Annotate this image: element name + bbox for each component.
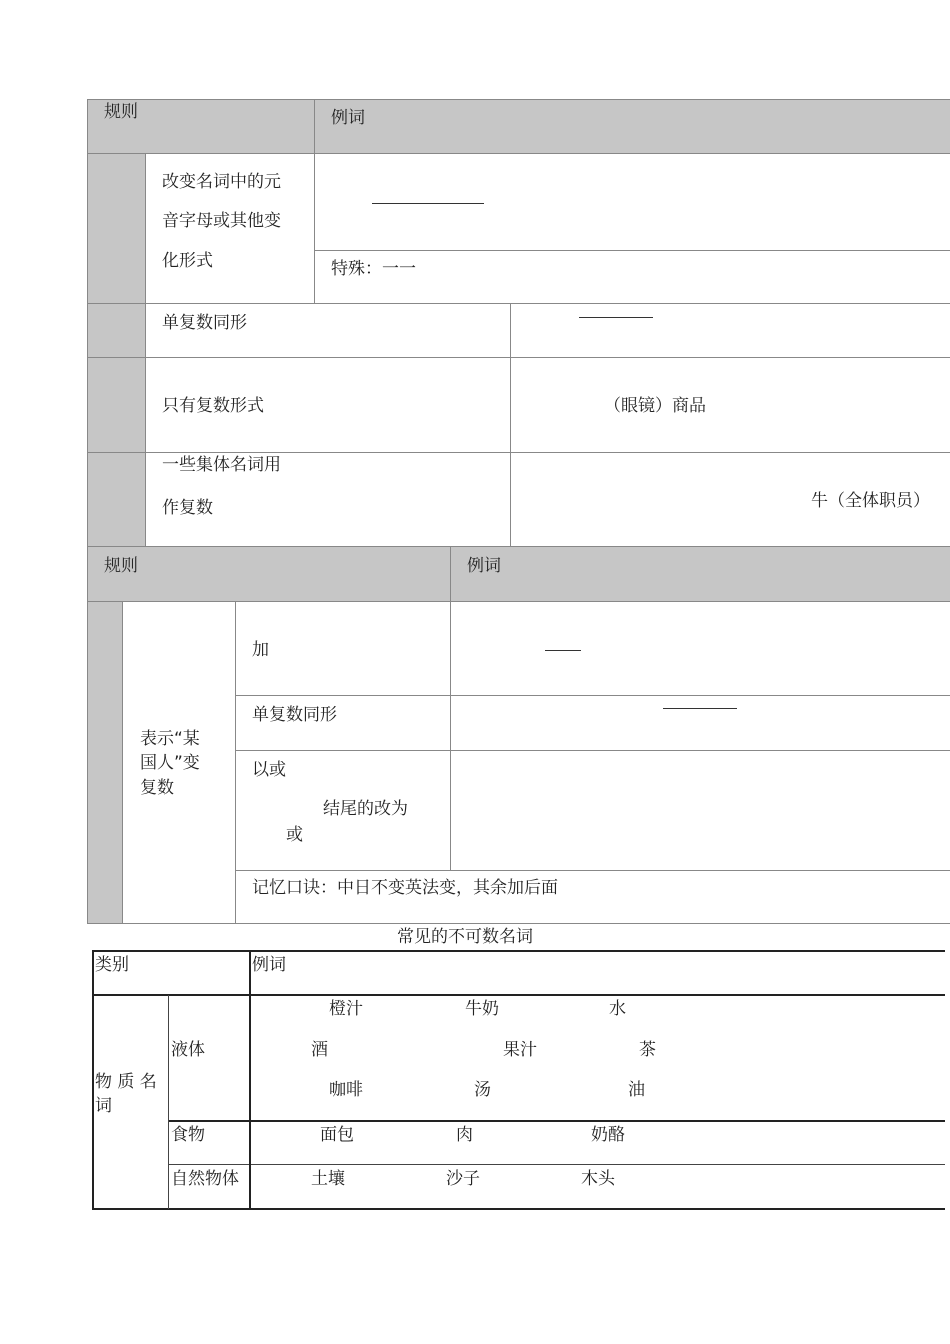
table1-side-strip xyxy=(87,154,145,547)
table3-liquid-item: 油 xyxy=(628,1080,645,1100)
table3-liquid-item: 咖啡 xyxy=(329,1080,363,1100)
table2-row-ending-line2: 结尾的改为 xyxy=(323,799,408,819)
table1-row3-example: （眼镜）商品 xyxy=(604,396,706,416)
table3-liquid-label: 液体 xyxy=(171,1040,205,1060)
table3-caption: 常见的不可数名词 xyxy=(397,927,533,947)
table1-row2-rule: 单复数同形 xyxy=(162,313,247,333)
table3-food-label: 食物 xyxy=(171,1125,205,1145)
table1-row1-rule-line2: 音字母或其他变 xyxy=(162,211,281,231)
table1-header-row xyxy=(87,99,950,154)
table3-liquid-item: 茶 xyxy=(639,1040,656,1060)
table3-liquid-item: 酒 xyxy=(311,1040,328,1060)
table3-nature-item: 木头 xyxy=(581,1169,615,1189)
table3-food-item: 奶酪 xyxy=(591,1125,625,1145)
table2-group-label-line3: 复数 xyxy=(140,778,174,798)
table2-row-ending-line1: 以或 xyxy=(252,760,286,780)
blank-line xyxy=(663,708,737,709)
table3-food-item: 面包 xyxy=(320,1125,354,1145)
table2-group-label-line1: 表示“某 xyxy=(140,729,200,749)
blank-line xyxy=(545,650,581,651)
table2-side-strip xyxy=(87,601,122,924)
blank-line xyxy=(372,203,484,204)
table2-header-row xyxy=(87,547,950,601)
table2-row-same: 单复数同形 xyxy=(252,705,337,725)
table1-row3-rule: 只有复数形式 xyxy=(162,396,264,416)
table1-header-example: 例词 xyxy=(331,108,365,128)
table3-liquid-item: 牛奶 xyxy=(465,999,499,1019)
table3-nature-label: 自然物体 xyxy=(171,1169,239,1189)
table3-header-category: 类别 xyxy=(95,955,129,975)
table3-group-label-line1: 物 质 名 xyxy=(95,1072,157,1092)
table3-nature-item: 土壤 xyxy=(311,1169,345,1189)
table2-row-add: 加 xyxy=(252,640,269,660)
table3-food-item: 肉 xyxy=(456,1125,473,1145)
table1-row1-rule-line1: 改变名词中的元 xyxy=(162,172,281,192)
table1-row1-rule-line3: 化形式 xyxy=(162,251,213,271)
table2-mnemonic: 记忆口诀：中日不变英法变，其余加后面 xyxy=(252,878,558,898)
table3-nature-item: 沙子 xyxy=(446,1169,480,1189)
table3-header-example: 例词 xyxy=(252,955,286,975)
blank-line xyxy=(579,317,653,318)
table1-row4-rule-line2: 作复数 xyxy=(162,498,213,518)
table3-liquid-item: 水 xyxy=(609,999,626,1019)
table1-row4-rule-line1: 一些集体名词用 xyxy=(162,455,281,475)
table3-liquid-item: 橙汁 xyxy=(329,999,363,1019)
table1-header-rule: 规则 xyxy=(104,102,138,122)
table2-header-rule: 规则 xyxy=(104,556,138,576)
table1-row1-special: 特殊：一一 xyxy=(331,259,416,279)
table3-group-label-line2: 词 xyxy=(95,1096,112,1116)
table1-row4-example: 牛（全体职员） xyxy=(811,491,930,511)
table2-group-label-line2: 国人”变 xyxy=(140,753,200,773)
table2-row-ending-line3: 或 xyxy=(286,825,303,845)
table2-header-example: 例词 xyxy=(467,556,501,576)
table3-liquid-item: 果汁 xyxy=(503,1040,537,1060)
table3-liquid-item: 汤 xyxy=(474,1080,491,1100)
